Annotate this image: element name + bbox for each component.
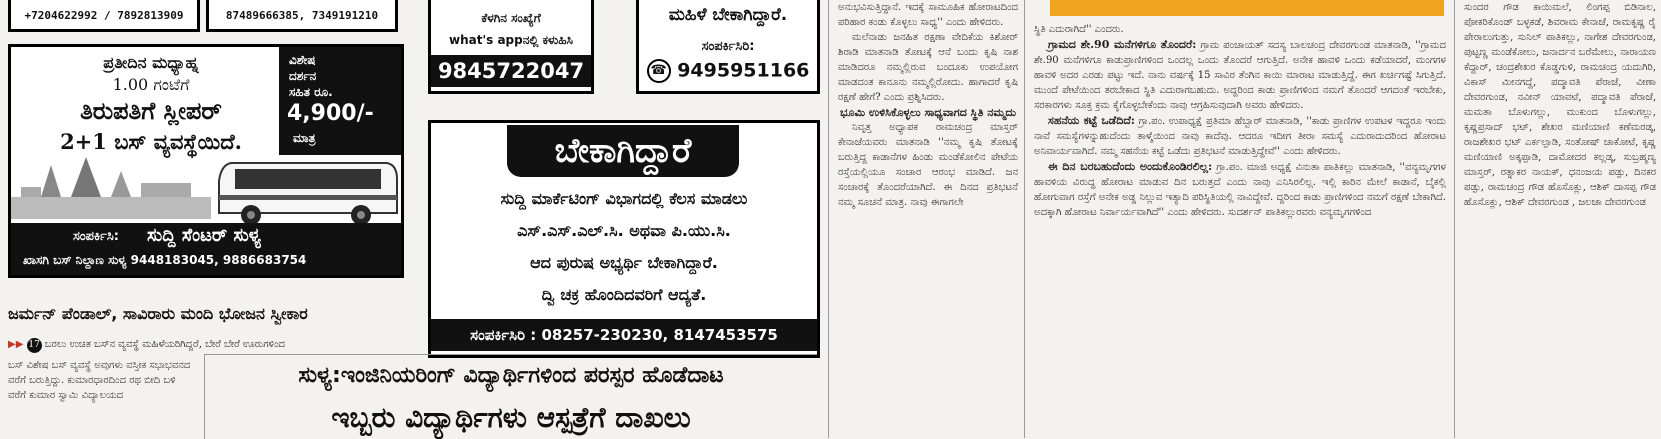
top-left-ad-a [8,0,200,32]
wide-head-2: ಸಹನೆಯ ಕಟ್ಟೆ ಒಡೆದಿದೆ: [1048,114,1135,127]
mid-para-3: ನಿವೃತ್ತ ಅಧ್ಯಾಪಕ ರಾಮಚಂದ್ರ ಮಾಸ್ತರ್ ಕೇನಾಜೆಯವರು ಮಾತನಾಡಿ ''ನಮ್ಮ ಕೃಷಿ ತೋಟಕ್ಕೆ ಬರುತ್ತಿದ್ದ ಕಾಡಾನೆಗಳ ಹಿಂಡು ಮಂಡೆಕೋಲಿನ ಪೇಟೆಯ ರಸ್ತೆಯಲ್ಲಿಯೂ ಸಂಚಾರ ಆರಂಭ ಮಾಡಿದೆ. ಜನ ಸಂಚಾರಕ್ಕೆ ತೊಂದರೆಯಾಗಿದೆ. ಈ ದಿನದ ಪ್ರತಿಭಟನೆ ನಮ್ಮ ಸೂಚನೆ ಮಾತ್ರ. ನಾವು ಈಗಾಗಲೇ [838,122,1018,208]
contact-strip [11,223,404,275]
column-rule-3 [1454,0,1455,438]
whatsapp-line2: what's appನಲ್ಲಿ ಕಳುಹಿಸಿ [448,33,573,47]
column-rule-2 [1024,0,1025,438]
offer-line3: ಸಹಿತ ರೂ. [289,85,333,99]
column-rule-1 [828,0,829,438]
offer-price: 4,900/- [287,101,374,126]
mid-para-2: ಮಲೆನಾಡು ಜನಹಿತ ರಕ್ಷಣಾ ವೇದಿಕೆಯ ಕಿಶೋರ್ ಶಿರಾಡಿ ಮಾತನಾಡಿ ತೋಟಕ್ಕೆ ಆನೆ ಬಂದು ಕೃಷಿ ನಾಶ ಮಾಡಿದರೂ ನಮ್ಮಲ್ಲಿರುವ ಬಂದೂಕು ಉಪಯೋಗ ಮಾಡದಂತ ಕಾನೂನು ನಮ್ಮಲ್ಲಿರೋದು. ಹಾಗಾದರೆ ಕೃಷಿ ರಕ್ಷಣೆ ಹೇಗೆ? ಎಂದು ಪ್ರಶ್ನಿಸಿದರು. [838,32,1018,103]
contact-name: ಸುದ್ದಿ ಸೆಂಟರ್ ಸುಳ್ಯ [147,225,261,246]
phone-line-a: +7204622992 / 7892813909 [24,9,184,22]
offer-price-unit: ಮಾತ್ರ [293,131,316,145]
marketing-wanted-ad [428,120,820,358]
german-lead [8,338,408,353]
wanted-line2: ಎಸ್.ಎಸ್.ಎಲ್.ಸಿ. ಅಥವಾ ಪಿ.ಯು.ಸಿ. [517,221,731,240]
women-number [639,59,817,83]
tirupati-line1: ಪ್ರತೀದಿನ ಮಧ್ಯಾಹ್ನ [103,53,199,72]
wanted-line3: ಆದ ಪುರುಷ ಅಭ್ಯರ್ಥಿ ಬೇಕಾಗಿದ್ದಾರೆ. [530,253,718,272]
whatsapp-number: 9845722047 [431,55,591,87]
women-number-text: 9495951166 [677,59,810,82]
wide-head-3: ಈ ದಿನ ಬರಬಹುದೆಂದು ಅಂದುಕೊಂಡಿರಲಿಲ್ಲ: [1048,160,1213,173]
tirupati-line2: 1.00 ಗಂಟೆಗೆ [112,75,190,94]
offer-line1: ವಿಶೇಷ [289,53,316,67]
wide-head-1: ಗ್ರಾಮದ ಶೇ.90 ಮನೆಗಳಿಗೂ ತೊಂದರೆ: [1048,38,1197,51]
wide-text-2: ಗ್ರಾ.ಪಂ. ಉಪಾಧ್ಯಕ್ಷೆ ಪ್ರತಿಮಾ ಹೆಬ್ಬಾರ್ ಮಾತನಾಡಿ, ''ಕಾಡು ಪ್ರಾಣಿಗಳ ಉಪಟಳ ಇದ್ದರೂ ಇಂದು ನಾವೆ ಸಮಸ್ಯೆಗಳನ್ನುಹುದೆಂದು ತಾಳ್ಮೆಯಿಂದ ನಾವು ಕಾದೆವು. ಆದರೂ ಇದೀಗ ತೀರಾ ಸಮಸ್ಯೆ ಎದುರಾದುದರಿಂದ ಹೋರಾಟ ಅನಿವಾರ್ಯವಾಗಿದೆ. ನಮ್ಮ ಸಹನೆಯ ಕಟ್ಟೆ ಒಡೆದು ಪ್ರತಿಭಟನೆ ಮಾಡುತ್ತಿದ್ದೇವೆ'' ಎಂದು ಹೇಳಿದರು. [1034,116,1446,157]
top-left-ad-b [206,0,398,32]
sullia-headline: ಸುಳ್ಯ:ಇಂಜಿನಿಯರಿಂಗ್ ವಿದ್ಯಾರ್ಥಿಗಳಿಂದ ಪರಸ್ಪರ ಹೊಡೆದಾಟ [298,363,724,388]
wide-column [1034,22,1446,438]
names-column [1464,0,1656,438]
women-line1: ಮಹಿಳೆ ಬೇಕಾಗಿದ್ದಾರೆ. [668,5,788,25]
wide-text-3: ಗ್ರಾ.ಪಂ. ಮಾಜಿ ಅಧ್ಯಕ್ಷೆ ವಿನುತಾ ಪಾತಿಕಲ್ಲು ಮಾತನಾಡಿ, ''ವನ್ಯಮೃಗಗಳ ಹಾವಳಿಯ ವಿರುದ್ಧ ಹೋರಾಟ ಮಾಡುವ ದಿನ ಬರುತ್ತದೆ ಎಂದು ನಾವು ಎನಿಸಿರಲಿಲ್ಲ. ಇಲ್ಲಿ ಕಾರಿನ ಮೇಲೆ ಕಾಡಾನೆ, ಬೈಕಲ್ಲಿ ಹೋಗುವಾಗ ರಸ್ತೆಗೆ ಅನೇಕ ಅಡ್ಡ ನಿಲ್ಲುವ ಇತ್ಯಾದಿ ಪರಿಸ್ಥಿತಿಯಲ್ಲಿ ನಾವಿದ್ದೇವೆ. ದ್ದರಿಂದ ಕಾಡು ಪ್ರಾಣಿಗಳಿಂದ ನಮಗೆ ರಕ್ಷಣೆ ಬೇಕಾಗಿದೆ. ಅದಕ್ಕಾಗಿ ಹೋರಾಟ ನಿರ್ವಾರ್ಯವಾಗಿದೆ'' ಎಂದು ಹೇಳಿದರು. ಸುದರ್ಶನ್ ಪಾತಿಕಲ್ಲುರವರು ವನ್ಯಮೃಗಗಳಿಂದ [1034,162,1446,218]
tirupati-bus-ad [8,44,404,278]
orange-bar [1050,0,1444,16]
tirupati-line3: ತಿರುಪತಿಗೆ ಸ್ಲೀಪರ್ [80,97,222,125]
contact-label: ಸಂಪರ್ಕಿಸಿ: [73,229,119,244]
wanted-title: ಬೇಕಾಗಿದ್ದಾರೆ [507,125,739,177]
mid-para-1: ಅನುಭವಿಸುತ್ತಿದ್ದಾನೆ. ಇದಕ್ಕೆ ಸಾಮೂಹಿಕ ಹೋರಾಟದಿಂದ ಪರಿಹಾರ ಕಂಡು ಕೊಳ್ಳಲು ಸಾಧ್ಯ'' ಎಂದು ಹೇಳಿದರು. [838,2,1018,28]
sullia-story-box [204,354,817,439]
wide-para-2 [1034,113,1446,159]
sullia-subheadline: ಇಬ್ಬರು ವಿದ್ಯಾರ್ಥಿಗಳು ಆಸ್ಪತ್ರೆಗೆ ದಾಖಲು [331,401,691,434]
offer-line2: ದರ್ಶನ [289,69,317,83]
tirupati-line4: 2+1 ಬಸ್ ವ್ಯವಸ್ಥೆಯಿದೆ. [60,129,242,154]
german-body-text: ಬಸ್ ವಿಶೇಷ ಬಸ್ ವ್ಯವಸ್ಥೆ ಅವುಗಳು ವಸ್ತೀಕ ಸಭಾಭವನದ ವರೆಗೆ ಬರುತ್ತಿದ್ದು. ಕುಮಾರಧಾರದಿಂದ ರಥ ಬೀದಿ ಬಳಿ ವರೆಗೆ ಕುಮಾರ ಸ್ವಾಮಿ ವಿದ್ಯಾಲಯದ [8,360,191,401]
wide-para-3 [1034,159,1446,220]
page-badge: 17 [27,338,42,353]
wide-text-1: ಗ್ರಾಮ ಪಂಚಾಯತ್ ಸದಸ್ಯ ಬಾಲಚಂದ್ರ ದೇವರಗುಂಡ ಮಾತನಾಡಿ, ''ಗ್ರಾಮದ ಶೇ.90 ಮನೆಗಳಿಗೂ ಕಾಡುಪ್ರಾಣಿಗಳಿಂದ ಒಂದಲ್ಲ ಒಂದು ತೊಂದರೆ ಆಗುತ್ತಿದೆ. ಅನೇಕ ಹಾವಳಿ ಒಂದು ಕಡೆಯಾದರೆ, ಮಂಗಗಳ ಹಾವಳಿ ಅದರ ಎರಡು ಪಟ್ಟು ಇದೆ. ನಾನು ವರ್ಷಕ್ಕೆ 15 ಸಾವಿರ ತೆಂಗಿನ ಕಾಯಿ ಮಾರಾಟ ಮಾಡುತ್ತಿದ್ದೆ. ಈಗ ಖರ್ಚಿಗಷ್ಟೆ ಸಿಗುತ್ತಿದೆ. ಮುಂದೆ ಪೇಟೆಯಿಂದ ತರಬೇಕಾದ ಸ್ಥಿತಿ ಎದುರಾಗಬಹುದು. ಅದ್ದರಿಂದ ಕಾಡು ಪ್ರಾಣಿಗಳಿಂದ ನಮಗೆ ತೊಂದರೆ ಆಗದಂತೆ ಇರಬೇಕು, ಸರಕಾರಗಳು ಸೂಕ್ತ ಕ್ರಮ ಕೈಗೊಳ್ಳಬೇಕೆಂದು ನಾವು ಆಗ್ರಹಿಸುವುದಾಗಿ ಅವರು ಹೇಳಿದರು. [1034,40,1446,111]
wanted-line1: ಸುದ್ದಿ ಮಾರ್ಕೆಟಿಂಗ್ ವಿಭಾಗದಲ್ಲಿ ಕೆಲಸ ಮಾಡಲು [500,189,748,208]
offer-panel [279,47,403,155]
german-lead-text: ಬರಲು ಉಚಿತ ಬಸ್‌ನ ವ್ಯವಸ್ಥೆ ಮಹಿಳೆಯರಿಗಿದ್ದರೆ, ಬೇರೆ ಬೇರೆ ಊರುಗಳಿಂದ [44,339,285,350]
phone-line-b: 87489666385, 7349191210 [225,9,379,22]
mid-subhead: ಭೂಮಿ ಉಳಿಸಿಕೊಳ್ಳಲು ಸಾಧ್ಯವಾಗದ ಸ್ಥಿತಿ ನಮ್ಮದು [840,106,1016,119]
wanted-contact: ಸಂಪರ್ಕಿಸಿರಿ : 08257-230230, 8147453575 [431,319,817,351]
women-wanted-ad [636,0,820,94]
whatsapp-line1: ಕೆಳಗಿನ ಸಂಖ್ಯೆಗೆ [481,11,541,25]
temple-image [11,157,211,219]
german-headline: ಜರ್ಮನ್ ಪೆಂಡಾಲ್, ಸಾವಿರಾರು ಮಂದಿ ಭೋಜನ ಸ್ವೀಕಾರ [8,304,308,323]
mid-column [838,0,1018,438]
whatsapp-ad [428,0,594,94]
wide-para-1 [1034,37,1446,113]
names-text: ಸುಂದರ ಗೌಡ ಕಾಯಿಮಲೆ, ಲಿಂಗಪ್ಪ ಬಿಡಿನಾಲ, ಪೋಕರಿಕೊಂಡ್ ಬಳ್ಳಕಡೆ, ಶಿವರಾಮ ಕೇನಾಜೆ, ರಾಮಕೃಷ್ಣ ರೈ ಪೇರಾಲುಗುತ್ತು, ಸುನಿಲ್ ಪಾತಿಕಲ್ಲು, ನಾಗೇಶ ದೇವರಗುಂಡ, ಪುಟ್ಟಣ್ಣ ಮಂಡೆಕೋಲು, ಜನಾರ್ದನ ಬರೆಮೇಲು, ನಾರಾಯಣ ಕೆದ್ದಾರ್, ಚಂದ್ರಶೇಖರ ಕೊಡ್ಡಗುಳಿ, ರಾಮಚಂದ್ರ ಯದುಗಿರಿ, ವಿಕಾಸ್ ಮೀನಗದ್ದೆ, ಪದ್ಮಾವತಿ ಪೆರಾಜೆ, ವೀಣಾ ದೇವರಗುಂಡ, ನವೀನ್ ಯಾವಟೆ, ಪದ್ಮಾವತಿ ಪೆರಾಜೆ, ಮಮತಾ ಬೊಳುಗಲ್ಲು, ಮುಕುಂದ ಬೊಳುಗಲ್ಲು, ಕೃಷ್ಣಪ್ರಸಾದ್ ಭಟ್, ಶೇಖರ ಮಣಿಯಾಣಿ ಕಣೆಮರಡ್ಕ, ರಾಜಶೇಖರ ಭಟ್ ಎರ್ಕಲ್ಪಾಡಿ, ಸಂತೋಷ್ ಚಾಕೋಟೆ, ಕೃಷ್ಣ ಮಣಿಯಾಣಿ ಅಕ್ಕಪ್ಪಾಡಿ, ದಾಮೋದರ ಕಲ್ಲಡ್ಕ, ಸುಬ್ರಹ್ಮಣ್ಯ ಮಾಸ್ತರ್, ರತ್ನಾಕರ ನಾಯಕ್, ಧನಂಜಯ ಪಡ್ಪು, ದಿನಕರ ಪಡ್ಪು, ರಾಮಚಂದ್ರ ಗೌಡ ಹೊಸೊಕ್ಲು, ಆಶಿಕ್ ದಾಸಪ್ಪ ಗೌಡ ಹೊಸೊಕ್ಲು, ಆಶಿಕ್ ದೇವರಗುಂಡ , ಜಲಜಾ ದೇವರಗುಂಡ [1464,2,1656,208]
wanted-line4: ದ್ವಿ ಚಕ್ರ ಹೊಂದಿದವರಿಗೆ ಆದ್ಯತೆ. [541,285,707,304]
wide-para-0: ಸ್ಥಿತಿ ಎದುರಾಗಿದೆ'' ಎಂದರು. [1034,24,1124,35]
contact-footer: ಖಾಸಗಿ ಬಸ್ ನಿಲ್ದಾಣ ಸುಳ್ಯ 9448183045, 9886683754 [23,253,307,267]
bus-image [211,151,401,229]
women-contact-label: ಸಂಪರ್ಕಿಸಿರಿ: [701,39,755,54]
phone-icon: ☎ [647,59,671,83]
german-body [8,358,194,438]
arrow-icon: ▶▶ [8,339,24,350]
